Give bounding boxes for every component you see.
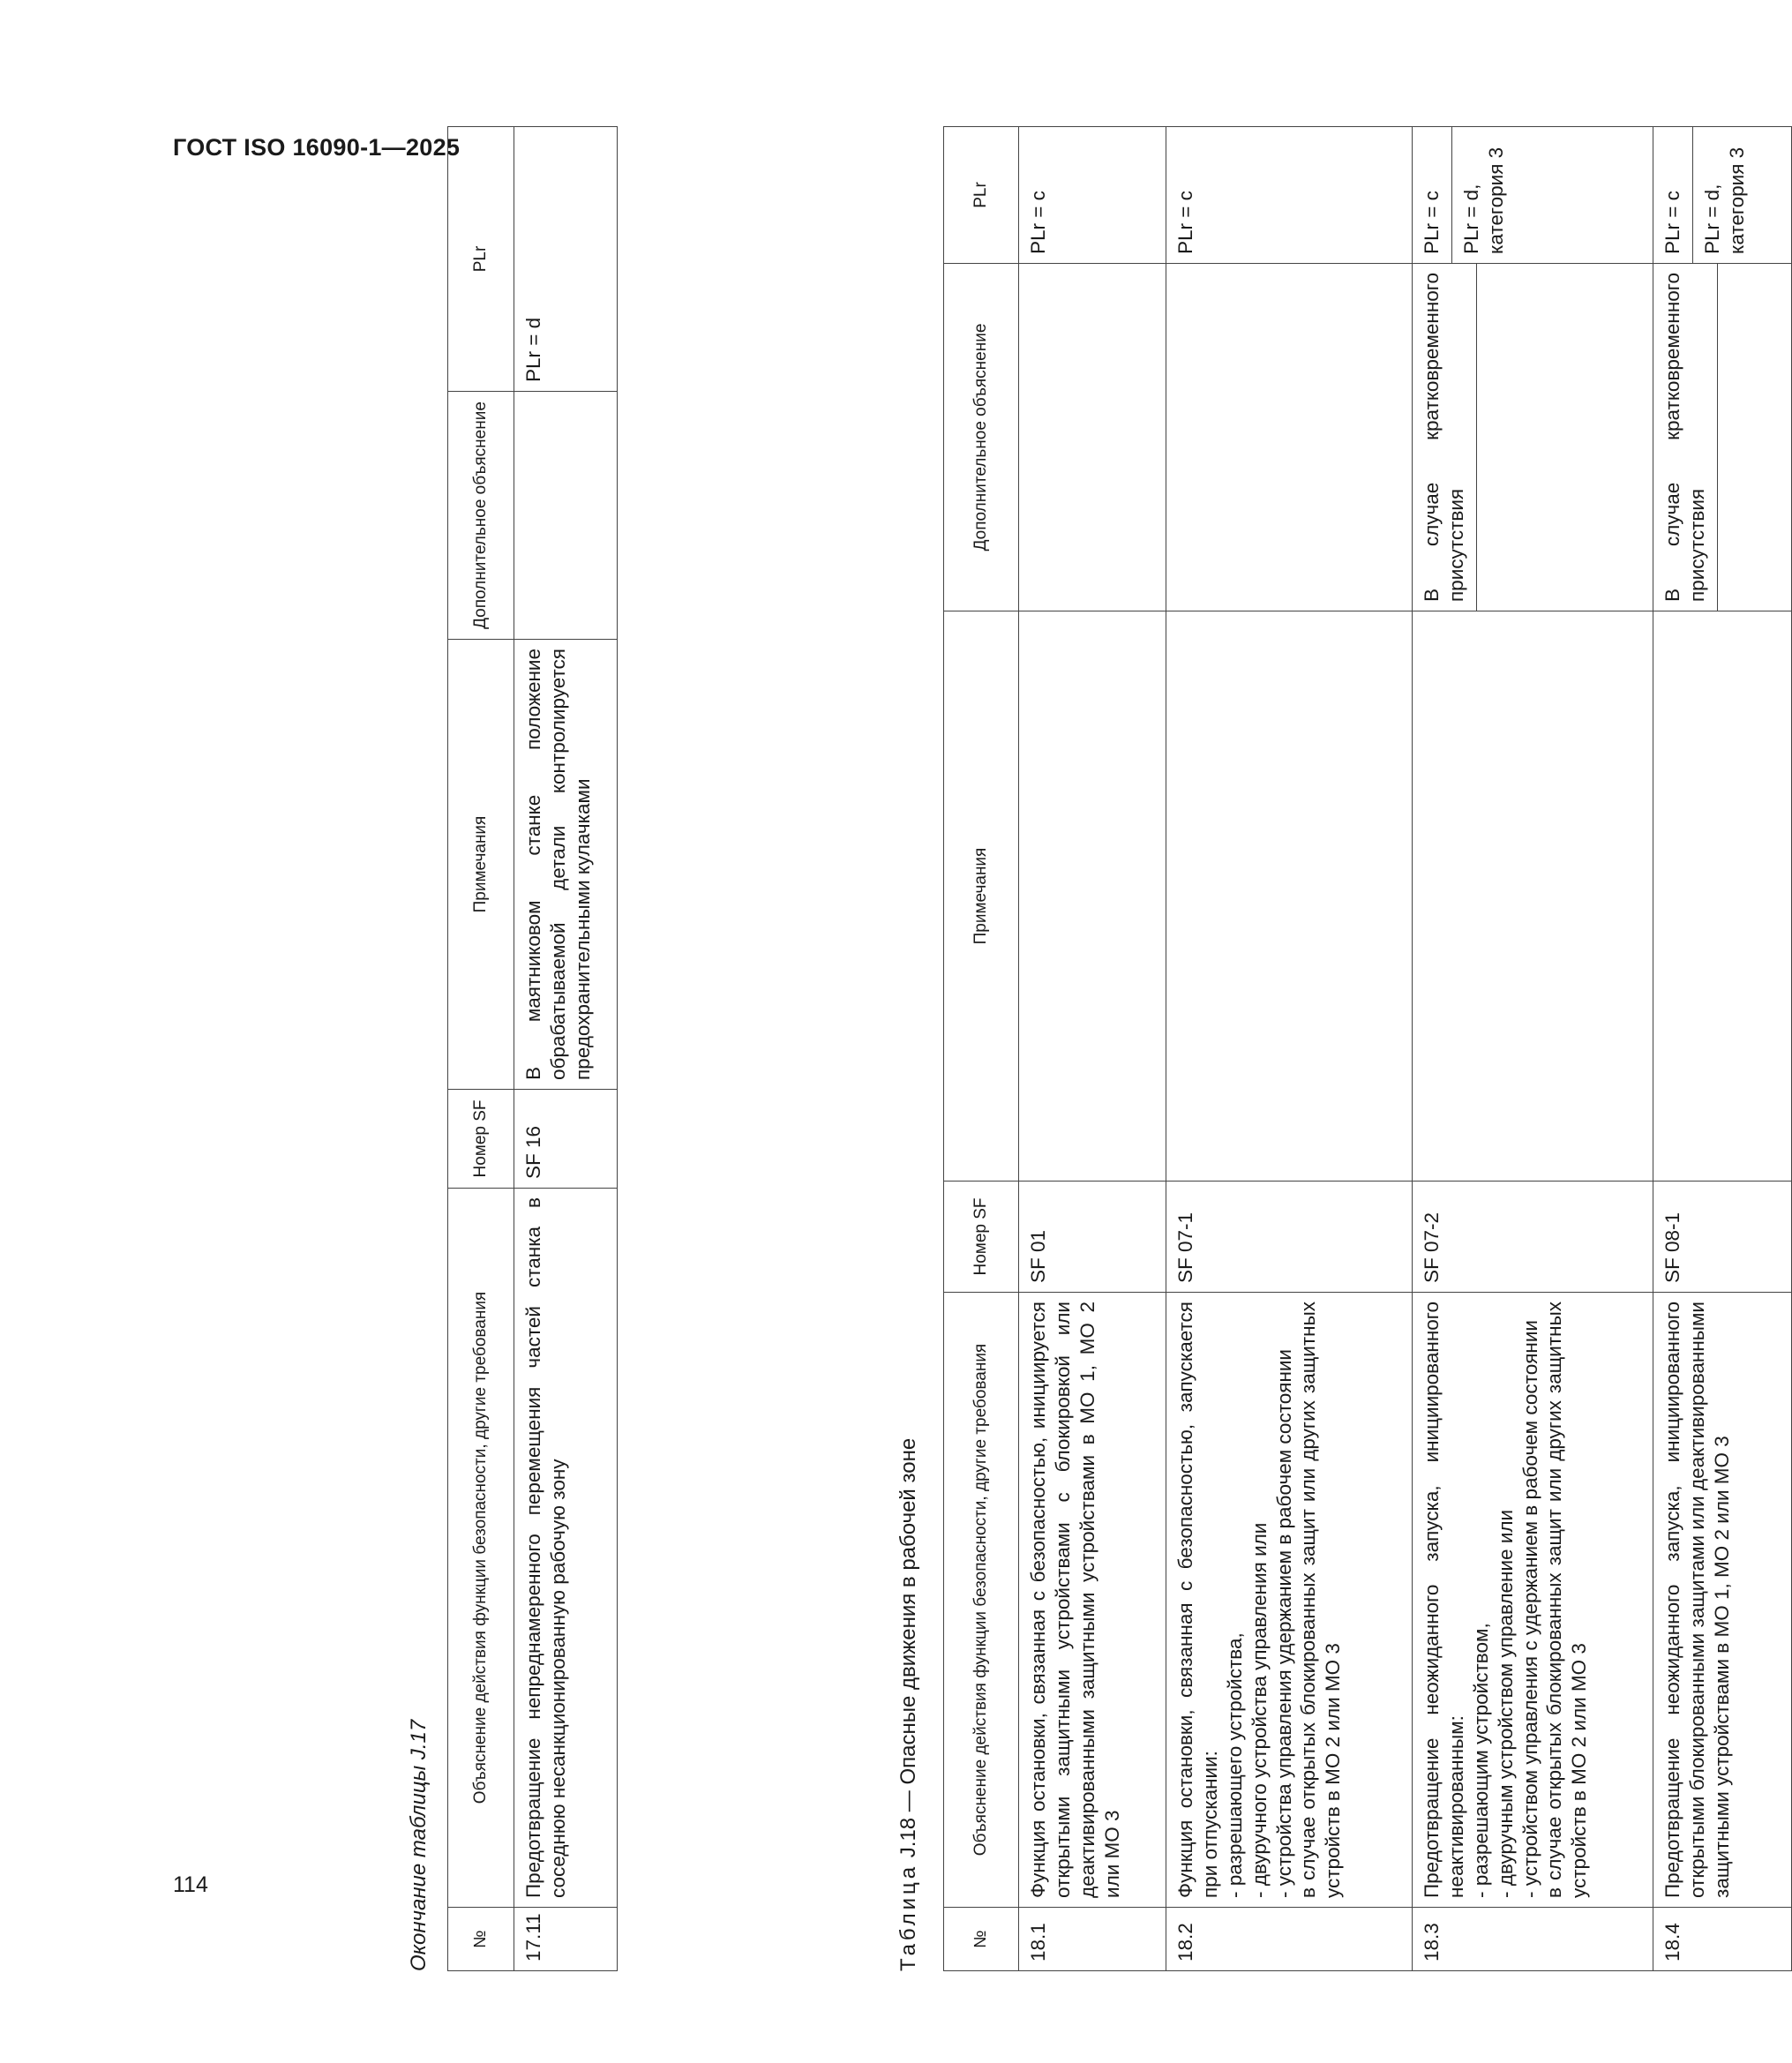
header-extra-explanation: Дополнительное объяснение <box>448 392 514 640</box>
plr-part-a: PLr = c <box>1421 191 1443 254</box>
explanation-outro: в случае открытых блокированных защит или других защитных устройств в МО 2 или МО 3 <box>1297 1302 1345 1898</box>
explanation-item: - устройством управления с удержанием в рабочем состоянии <box>1518 1320 1541 1898</box>
document-header: ГОСТ ISO 16090-1—2025 <box>173 134 461 161</box>
cell-notes <box>1413 611 1653 1182</box>
cell-sf-number: SF 16 <box>514 1090 618 1189</box>
plr-part-b: PLr = d, категория 3 <box>1451 127 1653 263</box>
table-j18-caption <box>896 1438 921 1971</box>
table-j17 <box>447 126 618 1971</box>
cell-explanation <box>1413 1293 1653 1908</box>
cell-explanation: Функция остановки, связанная с безопасностью, инициируется открытыми защитными устройствами с блокировкой или деактивированными защитными устройствами в МО 1, МО 2 или МО 3 <box>1019 1293 1166 1908</box>
header-explanation: Объяснение действия функции безопасности, другие требования <box>944 1293 1019 1908</box>
cell-sf-number: SF 07-1 <box>1166 1182 1413 1293</box>
extra-part-a: В случае кратковременного присутствия <box>1421 273 1467 602</box>
table-header-row <box>944 127 1019 1971</box>
header-no: № <box>944 1908 1019 1971</box>
cell-no: 18.3 <box>1413 1908 1653 1971</box>
table-row <box>1413 127 1653 1971</box>
cell-extra-explanation <box>514 392 618 640</box>
table-j18 <box>943 126 1792 1971</box>
cell-notes <box>1653 611 1792 1182</box>
cell-no: 18.1 <box>1019 1908 1166 1971</box>
cell-explanation <box>1166 1293 1413 1908</box>
explanation-intro: Функция остановки, связанная с безопасностью, запускается при отпускании: <box>1174 1302 1221 1898</box>
rotated-content <box>407 127 1748 1971</box>
cell-notes: В маятниковом станке положение обрабатываемой детали контролируется предохранительными кулачками <box>514 640 618 1090</box>
cell-no: 18.2 <box>1166 1908 1413 1971</box>
caption-text: J.18 — Опасные движения в рабочей зоне <box>896 1437 920 1858</box>
plr-part-a: PLr = c <box>1661 191 1683 254</box>
page-number: 114 <box>173 1872 208 1897</box>
table-row <box>1166 127 1413 1971</box>
cell-no: 17.11 <box>514 1908 618 1971</box>
extra-part-b <box>1717 264 1791 611</box>
explanation-item: - двуручного устройства управления или <box>1248 1522 1271 1898</box>
table-row <box>1019 127 1166 1971</box>
extra-part-b <box>1476 264 1653 611</box>
cell-explanation: Предотвращение неожиданного запуска, инициированного открытыми блокированными защитами или деактивированными защитными устройствами в МО 1, МО 2 или МО 3 <box>1653 1293 1792 1908</box>
header-notes: Примечания <box>448 640 514 1090</box>
table-row <box>514 127 618 1971</box>
explanation-item: - устройства управления удержанием в рабочем состоянии <box>1272 1348 1295 1898</box>
header-sf-number: Номер SF <box>448 1090 514 1189</box>
cell-extra-explanation <box>1019 264 1166 611</box>
cell-plr: PLr = d <box>514 127 618 392</box>
cell-sf-number: SF 08-1 <box>1653 1182 1792 1293</box>
header-extra-explanation: Дополнительное объяснение <box>944 264 1019 611</box>
header-no: № <box>448 1908 514 1971</box>
cell-plr <box>1653 127 1792 264</box>
cell-notes <box>1019 611 1166 1182</box>
cell-plr: PLr = c <box>1019 127 1166 264</box>
explanation-item: - разрешающим устройством, <box>1469 1623 1492 1898</box>
cell-sf-number: SF 07-2 <box>1413 1182 1653 1293</box>
explanation-intro: Предотвращение неожиданного запуска, инициированного неактивированным: <box>1421 1302 1467 1898</box>
cell-notes <box>1166 611 1413 1182</box>
explanation-item: - двуручным устройством управление или <box>1494 1509 1517 1898</box>
header-notes: Примечания <box>944 611 1019 1182</box>
explanation-item: - разрешающего устройства, <box>1223 1632 1246 1898</box>
cell-no: 18.4 <box>1653 1908 1792 1971</box>
table-j17-caption: Окончание таблицы J.17 <box>407 1719 431 1971</box>
table-header-row <box>448 127 514 1971</box>
cell-explanation: Предотвращение непреднамеренного перемещения частей станка в соседнюю несанкционированную рабочую зону <box>514 1189 618 1908</box>
cell-extra-explanation <box>1653 264 1792 611</box>
explanation-outro: в случае открытых блокированных защит или других защитных устройств в МО 2 или МО 3 <box>1543 1302 1591 1898</box>
header-sf-number: Номер SF <box>944 1182 1019 1293</box>
cell-extra-explanation <box>1413 264 1653 611</box>
cell-plr <box>1413 127 1653 264</box>
plr-part-b: PLr = d, категория 3 <box>1692 127 1791 263</box>
cell-plr: PLr = c <box>1166 127 1413 264</box>
header-plr: PLr <box>944 127 1019 264</box>
header-plr: PLr <box>448 127 514 392</box>
caption-prefix: Таблица <box>896 1863 920 1971</box>
header-explanation: Объяснение действия функции безопасности, другие требования <box>448 1189 514 1908</box>
cell-sf-number: SF 01 <box>1019 1182 1166 1293</box>
table-row <box>1653 127 1792 1971</box>
extra-part-a: В случае кратковременного присутствия <box>1661 273 1708 602</box>
cell-extra-explanation <box>1166 264 1413 611</box>
